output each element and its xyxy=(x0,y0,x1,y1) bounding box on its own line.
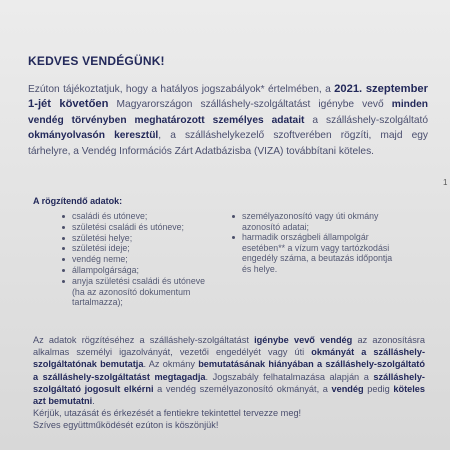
list-item: harmadik országbeli állampolgár esetében** a vízum vagy tartózkodási engedély száma, a beutazás időpontja és helye. xyxy=(232,232,402,274)
data-list-right xyxy=(232,211,402,275)
closing-line-1: Kérjük, utazását és érkezését a fentiekre tekintettel tervezze meg! xyxy=(33,408,302,418)
body-emphasis: köteles azt bemutatni xyxy=(33,383,426,407)
intro-paragraph xyxy=(28,82,428,159)
body-emphasis: okmányát a szálláshely-szolgáltatónak bemutatja xyxy=(33,347,425,370)
body-text: . xyxy=(92,396,95,407)
body-emphasis: vendég xyxy=(331,383,364,394)
list-item: családi és utóneve; xyxy=(62,211,242,222)
intro-date: 2021. szeptember 1-jét követően xyxy=(28,83,428,111)
list-item: személyazonosító vagy úti okmány azonosító adatai; xyxy=(232,211,402,232)
intro-text-4: , a szálláshelykezelő szoftverében rögzíti, majd egy tárhelyre, a Vendég Információs Zárt Adatbázisba (VIZA) továbbítani köteles. xyxy=(28,130,428,157)
intro-emphasis-reader: okmányolvasón keresztül xyxy=(28,130,159,142)
notice-title: KEDVES VENDÉGÜNK! xyxy=(28,54,165,68)
intro-emphasis-data: minden vendég törvényben meghatározott személyes adatait xyxy=(28,99,428,126)
list-item: születési helye; xyxy=(62,233,242,244)
closing-text xyxy=(33,407,425,431)
data-section-title: A rögzítendő adatok: xyxy=(33,196,123,206)
list-item: születési családi és utóneve; xyxy=(62,222,242,233)
identification-paragraph xyxy=(33,334,425,407)
body-text: . Az okmány xyxy=(143,359,199,370)
body-text: pedig xyxy=(363,383,394,394)
body-text: az azonosításra alkalmas személyi igazolványát, vezetői engedélyét vagy úti xyxy=(33,335,425,358)
page-mark: 1 xyxy=(443,178,448,187)
body-text: a vendég személyazonosító okmányát, a xyxy=(153,383,332,394)
list-item: vendég neme; xyxy=(62,254,242,265)
list-item-continuation: (ha az azonosító dokumentum tartalmazza); xyxy=(72,286,191,308)
intro-text-2: Magyarországon szálláshely-szolgáltatást igénybe vevő xyxy=(108,99,392,111)
body-emphasis: szálláshely-szolgáltató jogosult elkérni xyxy=(33,371,425,394)
closing-line-2: Szíves együttműködését ezúton is köszönjük! xyxy=(33,420,219,430)
list-item: születési ideje; xyxy=(62,243,242,254)
list-item: állampolgársága; xyxy=(62,265,242,276)
body-emphasis: bemutatásának hiányában a szálláshely-szolgáltató a szálláshely-szolgáltatást megtagadja xyxy=(33,359,425,382)
list-item: anyja születési családi és utóneve xyxy=(62,276,242,287)
body-text: . Jogszabály felhatalmazása alapján a xyxy=(205,371,374,382)
intro-text-3: a szálláshely-szolgáltató xyxy=(304,114,428,126)
data-list-left xyxy=(62,211,242,308)
body-text: Az adatok rögzítéséhez a szálláshely-szolgáltatást xyxy=(33,335,255,345)
intro-text-1: Ezúton tájékoztatjuk, hogy a hatályos jogszabályok* értelmében, a xyxy=(28,84,335,95)
body-emphasis: igénybe vevő vendég xyxy=(254,335,353,345)
